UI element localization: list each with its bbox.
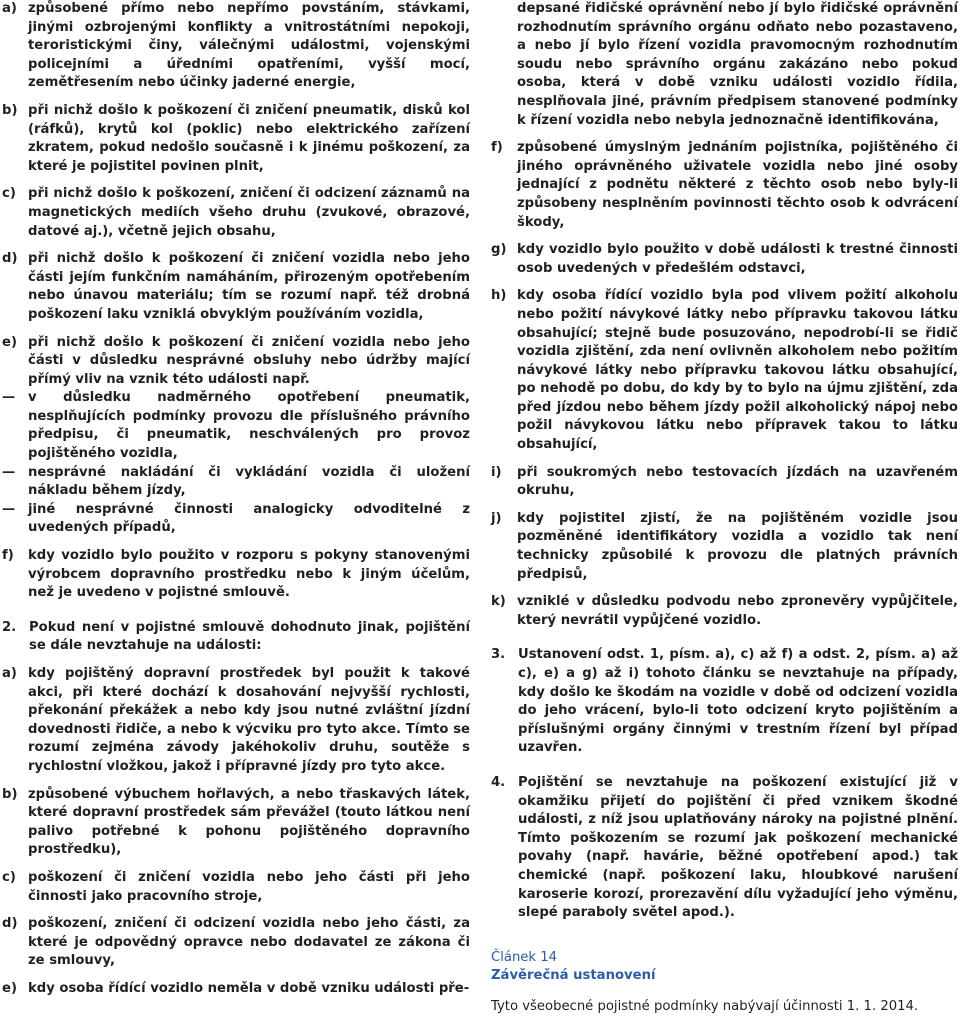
item-label: f) [2,548,14,564]
section-3 [491,646,958,758]
item-text: kdy pojistitel zjistí, že na pojištěném vozidle jsou pozměněné identifikátory vozidla a vozidlo tak není technicky způsobilé k provozu dle platných právních předpisů, [517,510,958,582]
item-text: kdy osoba řídící vozidlo neměla v době vzniku události pře- [28,980,470,996]
item-label: b) [2,102,18,118]
article-title: Závěrečná ustanovení [491,968,656,984]
left-column [2,0,470,999]
section-number: 3. [491,647,506,663]
section-number: 4. [491,774,506,790]
dash-text: jiné nesprávné činnosti analogicky odvoditelné z uvedených případů, [28,501,470,536]
dash-text: v důsledku nadměrného opotřebení pneumatik, nesplňujících podmínky provozu dle příslušného právního předpisu, či pneumatik, neschválených pro provoz pojištěného vozidla, [28,390,470,462]
item-text: depsané řidičské oprávnění nebo jí bylo řidičské oprávnění rozhodnutím správního orgánu odňato nebo pozastaveno, a nebo jí bylo řízení vozidla pravomocným rozhodnutím soudu nebo správního orgánu zakázáno nebo pokud osoba, která v době vzniku události vozidlo řídila, nesplňovala jiné, právním předpisem stanovené podmínky k řízení vozidla nebo nebyla jednoznačně identifikována, [517,1,958,128]
item-label: h) [491,288,507,304]
section-text: Ustanovení odst. 1, písm. a), c) až f) a odst. 2, písm. a) až c), e) a g) až i) tohoto článku se nevztahuje na případy, kdy došlo ke škodám na vozidle v době od odcizení vozidla do jeho vrácení, bylo-li toto odcizení kryto pojištěním a příslušnými orgány činnými v trestním řízení byl případ uzavřen. [518,647,958,756]
item-label: e) [2,334,17,350]
list-item-e [2,334,470,390]
right-column [491,0,958,1017]
list-item-e-continued [491,0,958,130]
dash-mark: — [2,390,16,406]
dash-mark: — [2,501,16,517]
list-item-i [491,464,958,501]
item-text: kdy pojištěný dopravní prostředek byl použit k takové akci, při které dochází k dosahování nejvyšší rychlosti, překonání překážek a nebo kdy jsou nutné zvláštní jízdní dovednosti řidiče, a nebo k výcviku pro tyto akce. Tímto se rozumí zejména závody jakéhokoliv druhu, soutěže s rychlostní vložkou, jakož i přípravné jízdy pro tyto akce. [28,666,470,774]
section-text: Pojištění se nevztahuje na poškození existující již v okamžiku přijetí do pojištění či před vznikem škodné události, z níž jsou uplatňovány nároky na pojistné plnění. Tímto poškozením se rozumí jak poškození mechanické povahy (např. havárie, běžné opotřebení apod.) tak chemické (např. poškození laku, hloubkové narušení karoserie korozí, prorezavění dílu vyžadující jeho výměnu, slepé paraboly světel apod.). [518,774,958,921]
item-label: k) [491,594,506,610]
item-text: kdy osoba řídící vozidlo byla pod vlivem požití alkoholu nebo požití návykové látky nebo přípravku takovou látku obsahující; stejně bude posuzováno, nepodrobí-li se řidič vozidla zjištění, zda není ovlivněn alkoholem nebo požitím návykové látky nebo přípravku takovou látku obsahující, po nehodě po dobu, do kdy by to bylo na újmu zjištění, zda před jízdou nebo během jízdy požil alkoholický nápoj nebo požil návykovou látku nebo přípravek takou to látku obsahující, [517,288,958,453]
item-label: d) [2,251,18,267]
list-item-h [491,287,958,454]
list-item-f [2,547,470,603]
item-label: e) [2,980,17,996]
list-item-2e [2,980,470,999]
item-label: i) [491,464,502,480]
item-label: c) [2,869,16,885]
section-number: 2. [2,619,17,635]
item-text: kdy vozidlo bylo použito v době události k trestné činnosti osob uvedených v předešlém odstavci, [517,242,958,276]
item-label: a) [2,1,17,16]
dash-text: nesprávné nakládání či vykládání vozidla či uložení nákladu během jízdy, [28,464,470,499]
list-item-2b [2,786,470,860]
item-text: při nichž došlo k poškození, zničení či odcizení záznamů na magnetických mediích všeho druhu (zvukové, obrazové, datové aj.), včetně jejich obsahu, [28,186,470,239]
item-label: b) [2,786,18,802]
list-item-2c [2,869,470,906]
item-text: způsobené úmyslným jednáním pojistníka, pojištěného či jiného oprávněného uživatele vozidla nebo jiné osoby jednající z podnětu některé z těchto osob nebo byly-li způsobeny nesplněním povinnosti těchto osob k odvrácení škody, [517,140,958,230]
item-text: při nichž došlo k poškození či zničení pneumatik, disků kol (ráfků), krytů kol (poklic) nebo elektrického zařízení zkratem, pokud nedošlo současně i k jinému poškození, za které je pojistitel povinen plnit, [28,102,470,174]
item-label: j) [491,510,502,526]
effective-date-note: Tyto všeobecné pojistné podmínky nabývají účinnosti 1. 1. 2014. [491,998,919,1014]
item-label: f) [491,140,503,156]
dash-item [2,464,470,501]
item-text: vzniklé v důsledku podvodu nebo zpronevěry vypůjčitele, který nevrátil vypůjčené vozidlo. [517,594,958,628]
item-label: g) [491,242,507,258]
item-text: při nichž došlo k poškození či zničení vozidla nebo jeho části jejím funkčním namáháním, přirozeným opotřebením nebo únavou materiálu; tím se rozumí např. též drobná poškození laku vzniklá obvyklým používáním vozidla, [28,251,470,322]
item-text: kdy vozidlo bylo použito v rozporu s pokyny stanovenými výrobcem dopravního prostředku nebo k jiným účelům, než je uvedeno v pojistné smlouvě. [28,548,470,601]
list-item-c [2,185,470,241]
section-4 [491,774,958,923]
item-text: při nichž došlo k poškození či zničení vozidla nebo jeho části v důsledku nesprávné obsluhy nebo údržby mající přímý vliv na vznik této události např. [28,334,470,387]
item-label: d) [2,916,18,932]
item-label: a) [2,666,17,681]
list-item-2d [2,915,470,971]
list-item-g [491,241,958,278]
item-text: způsobené přímo nebo nepřímo povstáním, stávkami, jinými ozbrojenými konflikty a vnitrostátními nepokoji, teroristickými činy, válečnými událostmi, vojenskými policejními a úředními opatřeními, vyšší mocí, zemětřesením nebo účinky jaderné energie, [28,1,470,91]
item-label: c) [2,186,16,202]
dash-item [2,501,470,538]
list-item-j [491,510,958,584]
dash-item [2,389,470,463]
list-item-a [2,0,470,93]
item-text: způsobené výbuchem hořlavých, a nebo třaskavých látek, které dopravní prostředek sám převážel (touto látkou není palivo potřebné k pohonu pojištěného dopravního prostředku), [28,786,470,858]
list-item-f [491,139,958,232]
item-text: poškození či zničení vozidla nebo jeho části při jeho činnosti jako pracovního stroje, [28,869,470,904]
list-item-d [2,250,470,324]
section-2 [2,619,470,656]
item-text: poškození, zničení či odcizení vozidla nebo jeho části, za které je odpovědný opravce nebo dodavatel ze zákona či ze smlouvy, [28,916,470,969]
section-text: Pokud není v pojistné smlouvě dohodnuto jinak, pojištění se dále nevztahuje na události: [29,619,470,654]
list-item-2a [2,665,470,777]
article-number: Článek 14 [491,949,558,965]
list-item-k [491,593,958,630]
item-text: při soukromých nebo testovacích jízdách na uzavřeném okruhu, [517,464,958,499]
dash-mark: — [2,464,16,480]
list-item-b [2,102,470,176]
